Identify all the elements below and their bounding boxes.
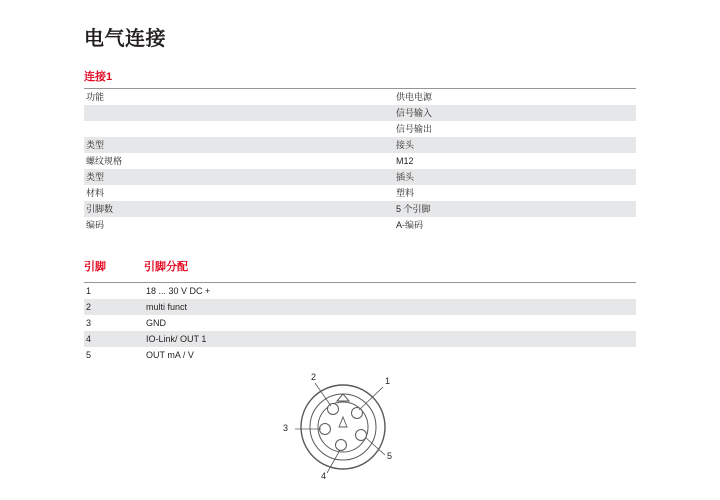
spec-value: 信号输出 — [396, 124, 433, 134]
spec-value: 插头 — [396, 172, 415, 182]
table-row — [84, 121, 636, 137]
pin-assignment: IO-Link/ OUT 1 — [146, 334, 207, 344]
pin-assignment: OUT mA / V — [146, 350, 194, 360]
pin-number: 2 — [86, 302, 92, 312]
table-row — [84, 185, 636, 201]
spec-label: 材料 — [86, 188, 105, 198]
spec-label: 类型 — [86, 140, 105, 150]
table-row — [84, 282, 636, 299]
table-row — [84, 315, 636, 331]
pin-number: 3 — [86, 318, 92, 328]
table-row — [84, 137, 636, 153]
table-row — [84, 201, 636, 217]
spec-value: 接头 — [396, 140, 415, 150]
page-title: 电气连接 — [84, 28, 166, 50]
diagram-label-pin5: 5 — [387, 451, 393, 461]
section-heading-connection: 连接1 — [84, 71, 113, 83]
diagram-label-pin3: 3 — [283, 423, 289, 433]
spec-label: 编码 — [86, 220, 105, 230]
diagram-label-pin1: 1 — [385, 376, 391, 386]
assignment-column-header: 引脚分配 — [144, 261, 188, 273]
spec-label: 类型 — [86, 172, 105, 182]
table-row — [84, 105, 636, 121]
pin-table-header — [84, 258, 636, 274]
table-row — [84, 299, 636, 315]
spec-value: A-编码 — [396, 220, 424, 230]
pin-assignment: multi funct — [146, 302, 188, 312]
pin-number: 4 — [86, 334, 92, 344]
diagram-label-pin2: 2 — [311, 372, 317, 382]
pin-assignment-table — [84, 282, 636, 363]
pin-number: 5 — [86, 350, 92, 360]
spec-value: 5 个引脚 — [396, 204, 431, 214]
table-row — [84, 331, 636, 347]
specification-table — [84, 88, 636, 233]
table-row — [84, 217, 636, 233]
table-row — [84, 169, 636, 185]
pin-column-header: 引脚 — [84, 261, 106, 273]
table-row — [84, 88, 636, 105]
pin-assignment: GND — [146, 318, 166, 328]
spec-value: M12 — [396, 156, 414, 166]
table-row — [84, 347, 636, 363]
diagram-label-pin4: 4 — [321, 471, 327, 481]
spec-value: 供电电源 — [396, 92, 433, 102]
spec-label: 功能 — [86, 92, 105, 102]
spec-label: 螺纹规格 — [86, 156, 123, 166]
connector-pinout-diagram — [255, 365, 455, 490]
spec-value: 信号输入 — [396, 108, 433, 118]
spec-label: 引脚数 — [86, 204, 114, 214]
spec-value: 塑料 — [396, 188, 415, 198]
pin-assignment: 18 ... 30 V DC + — [146, 286, 211, 296]
table-row — [84, 153, 636, 169]
pin-number: 1 — [86, 286, 92, 296]
